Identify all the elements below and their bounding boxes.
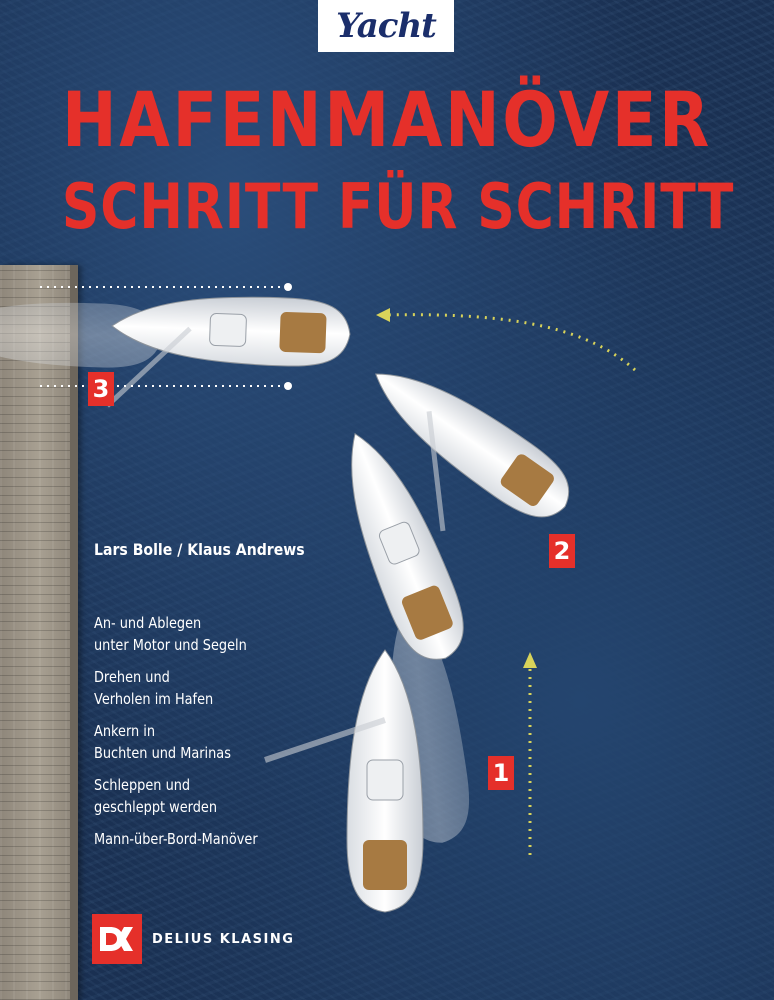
topic-line: Mann-über-Bord-Manöver <box>94 830 258 848</box>
boat-position-3 <box>0 286 351 414</box>
publisher <box>92 914 294 964</box>
topic-line: Ankern in <box>94 722 156 740</box>
yacht-logo-text: Yacht <box>336 6 436 46</box>
authors: Lars Bolle / Klaus Andrews <box>94 540 305 559</box>
title-line-1: HAFENMANÖVER <box>62 75 712 164</box>
topic-line: Drehen und <box>94 668 170 686</box>
topic-item <box>94 720 258 764</box>
topic-line: Schleppen und <box>94 776 191 794</box>
path-arrow-top-head <box>376 308 390 322</box>
topic-line: Verholen im Hafen <box>94 690 214 708</box>
step-marker-1: 1 <box>488 756 514 790</box>
topic-item <box>94 666 258 710</box>
step-marker-2: 2 <box>549 534 575 568</box>
path-arrow-top <box>385 315 635 370</box>
topic-line: unter Motor und Segeln <box>94 636 247 654</box>
topic-item <box>94 828 258 850</box>
topic-line: Buchten und Marinas <box>94 744 231 762</box>
delius-klasing-logo-icon <box>92 914 142 964</box>
path-arrow-right-head <box>523 652 537 668</box>
topic-item <box>94 612 258 656</box>
step-marker-3: 3 <box>88 372 114 406</box>
publisher-name: DELIUS KLASING <box>152 931 295 947</box>
title-line-2: SCHRITT FÜR SCHRITT <box>61 170 735 243</box>
topic-line: geschleppt werden <box>94 798 218 816</box>
topic-item <box>94 774 258 818</box>
topic-list <box>94 612 284 860</box>
topic-line: An- und Ablegen <box>94 614 202 632</box>
